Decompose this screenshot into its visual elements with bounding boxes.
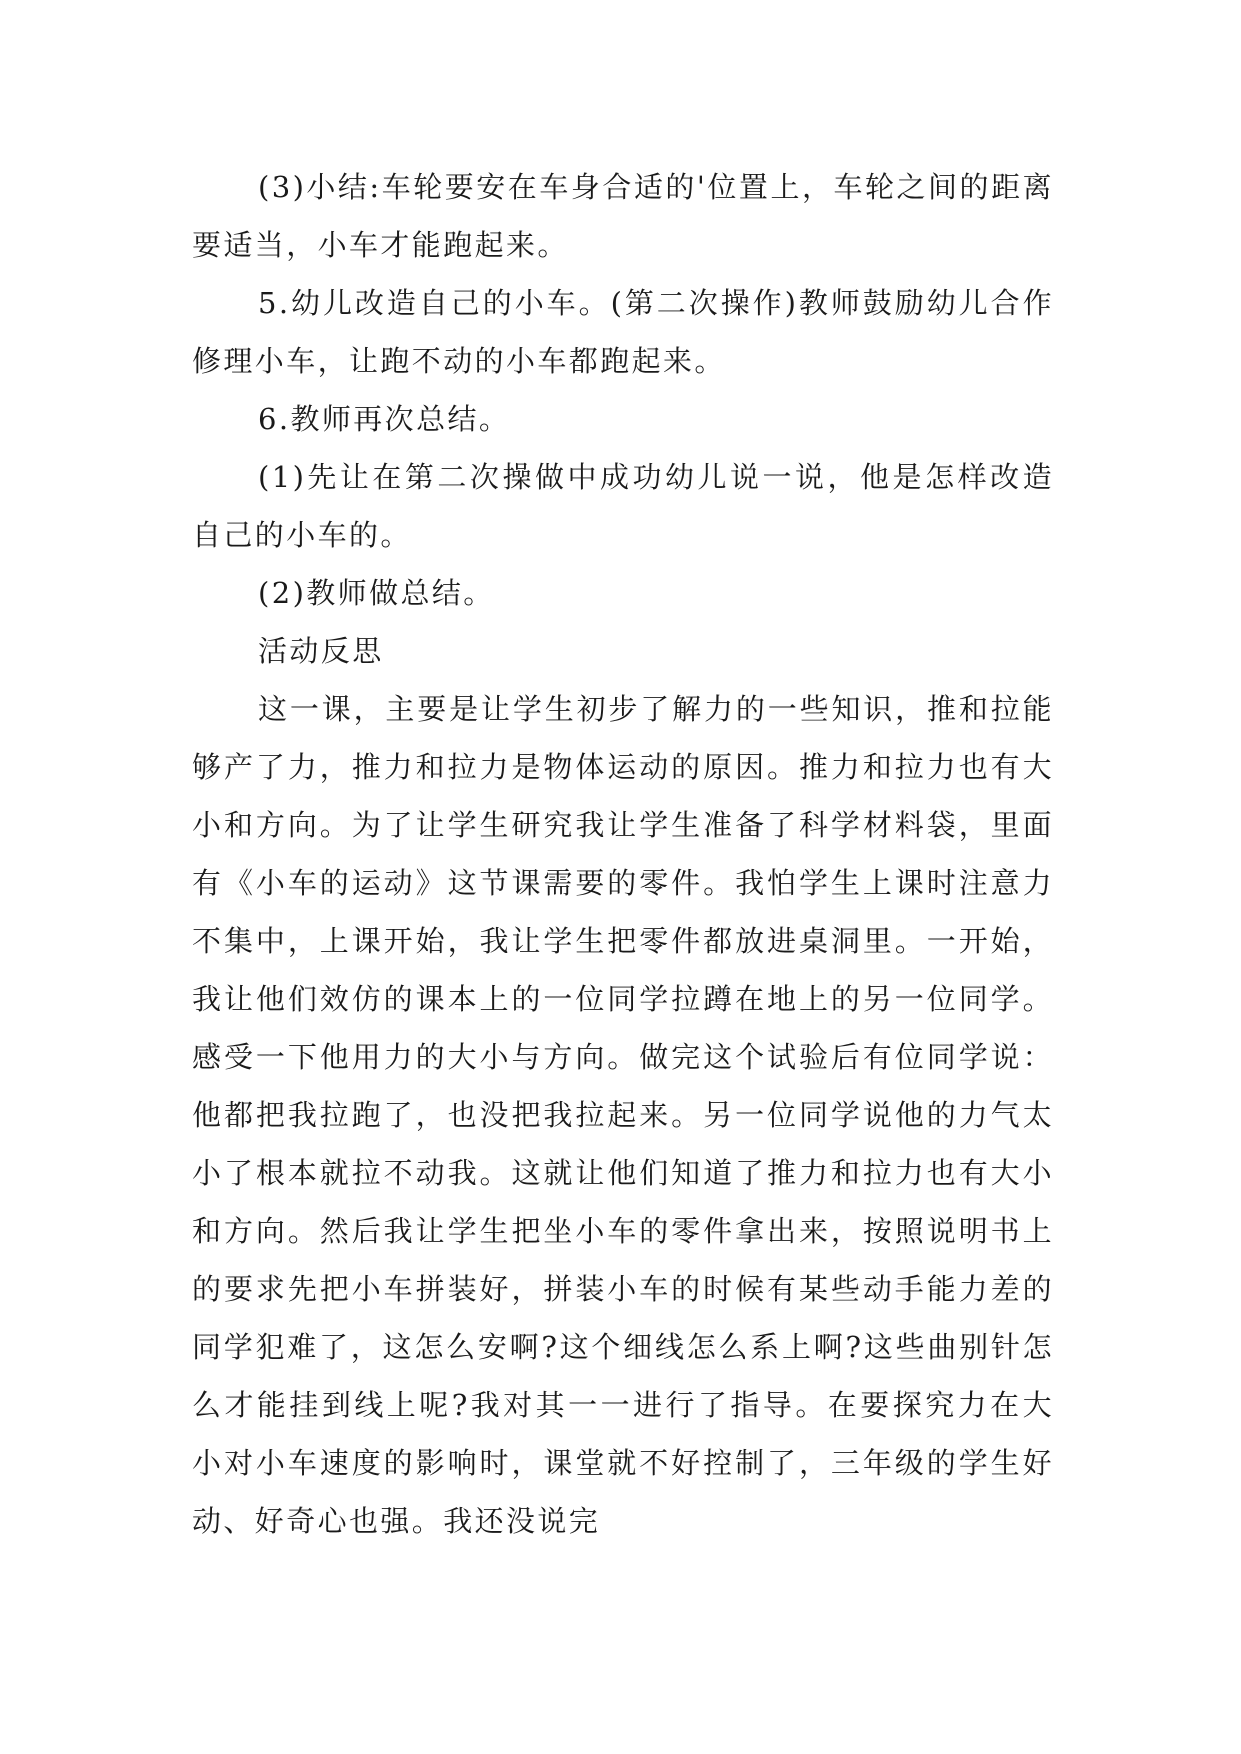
paragraph-sub-2: (2)教师做总结。 bbox=[258, 576, 495, 610]
paragraph-step-6: 6.教师再次总结。 bbox=[258, 402, 511, 436]
paragraph-summary-3: (3)小结:车轮要安在车身合适的'位置上，车轮之间的距离要适当，小车才能跑起来。 bbox=[192, 170, 1054, 262]
document-body bbox=[192, 158, 1054, 1550]
section-heading-reflection: 活动反思 bbox=[258, 634, 384, 668]
paragraph-reflection: 这一课，主要是让学生初步了解力的一些知识，推和拉能够产了力，推力和拉力是物体运动的原因。推力和拉力也有大小和方向。为了让学生研究我让学生准备了科学材料袋，里面有《小车的运动》这节课需要的零件。我怕学生上课时注意力不集中，上课开始，我让学生把零件都放进桌洞里。一开始，我让他们效仿的课本上的一位同学拉蹲在地上的另一位同学。感受一下他用力的大小与方向。做完这个试验后有位同学说：他都把我拉跑了，也没把我拉起来。另一位同学说他的力气太小了根本就拉不动我。这就让他们知道了推力和拉力也有大小和方向。然后我让学生把坐小车的零件拿出来，按照说明书上的要求先把小车拼装好，拼装小车的时候有某些动手能力差的同学犯难了，这怎么安啊?这个细线怎么系上啊?这些曲别针怎么才能挂到线上呢?我对其一一进行了指导。在要探究力在大小对小车速度的影响时，课堂就不好控制了，三年级的学生好动、好奇心也强。我还没说完 bbox=[192, 692, 1054, 1538]
paragraph-step-5: 5.幼儿改造自己的小车。(第二次操作)教师鼓励幼儿合作修理小车，让跑不动的小车都跑起来。 bbox=[192, 286, 1054, 378]
paragraph-sub-1: (1)先让在第二次操做中成功幼儿说一说，他是怎样改造自己的小车的。 bbox=[192, 460, 1054, 552]
